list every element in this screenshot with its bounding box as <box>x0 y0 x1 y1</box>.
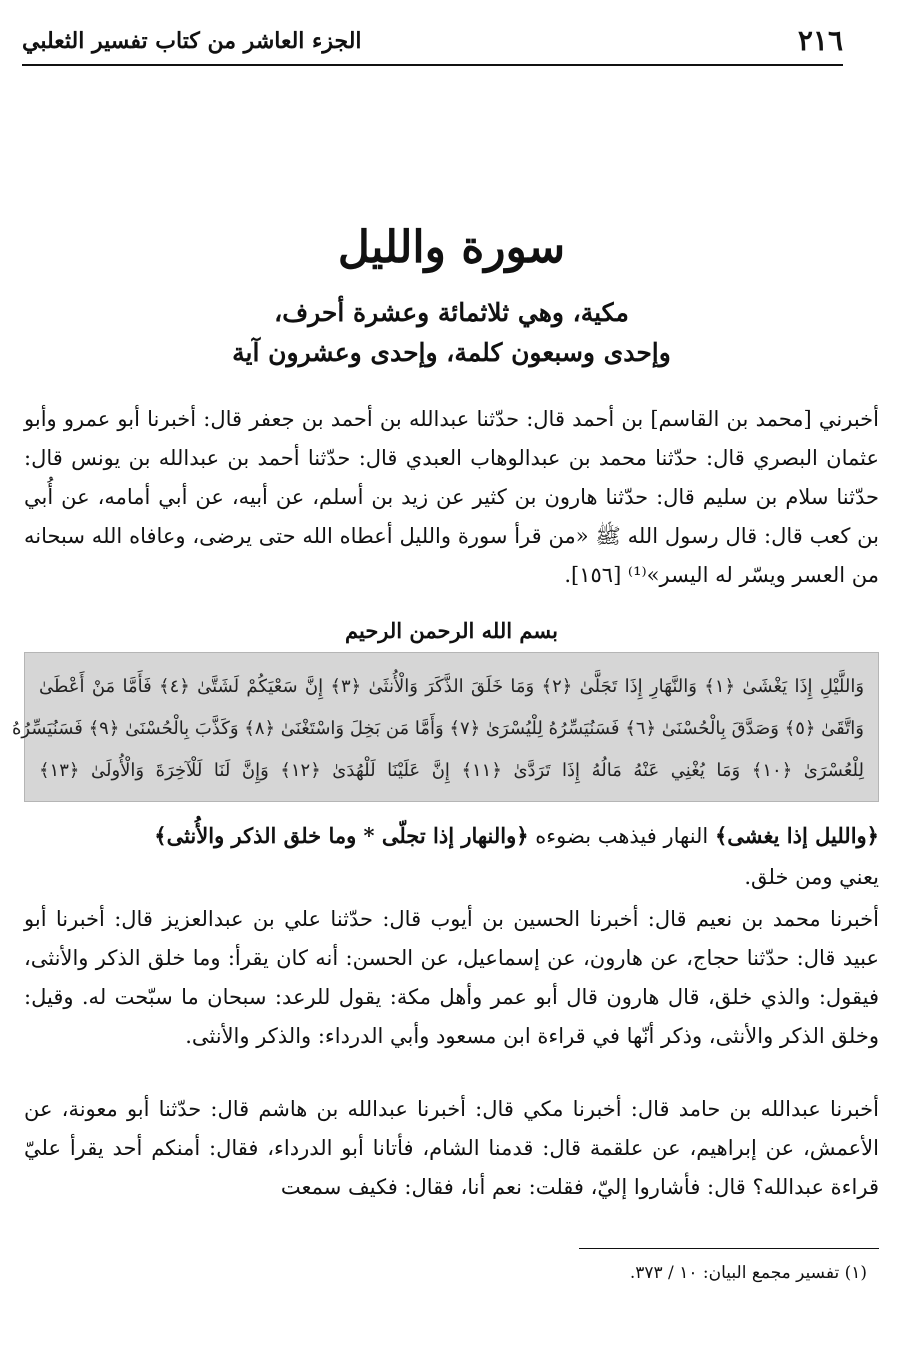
footnote-divider <box>579 1248 879 1249</box>
verse-quote: ﴿والليل إذا يغشى﴾ <box>714 823 879 848</box>
surah-subtitle-1: مكية، وهي ثلاثمائة وعشرة أحرف، <box>274 298 629 327</box>
quran-line: وَاتَّقَىٰ ﴿٥﴾ وَصَدَّقَ بِالْحُسْنَىٰ ﴿٦﴾ فَسَنُيَسِّرُهُ لِلْيُسْرَىٰ ﴿٧﴾ وَأَمَّا مَن بَخِلَ وَاسْتَغْنَىٰ ﴿٨﴾ وَكَذَّبَ بِالْحُسْنَىٰ ﴿٩﴾ فَسَنُيَسِّرُهُ <box>11 718 864 739</box>
surah-subtitle-2: وإحدى وسبعون كلمة، وإحدى وعشرون آية <box>232 338 671 367</box>
verse-comment-line: يعني ومن خلق. <box>744 865 879 889</box>
quran-verses-box <box>11 652 879 802</box>
page-number: ٢١٦ <box>797 24 843 57</box>
isnad-paragraph: أخبرني [محمد بن القاسم] بن أحمد قال: حدّثنا عبدالله بن أحمد بن جعفر قال: أخبرنا أبو عمرو وأبو عثمان البصري قال: حدّثنا محمد بن عبدالوهاب العبدي قال: حدّثنا أحمد بن عبدالله بن يونس قال: حدّثنا سلام بن سليم قال: حدّثنا هارون بن كثير عن زيد بن أسلم، عن أبيه، عن أبي أمامه، عن أُبي بن كعب قال: قال رسول الله ﷺ «من قرأ سورة والليل أعطاه الله حتى يرضى، وعافاه الله سبحانه من العسر ويسّر له اليسر»⁽¹⁾ [١٥٦]. <box>24 407 879 587</box>
running-title: الجزء العاشر من كتاب تفسير الثعلبي <box>22 28 362 54</box>
surah-title: سورة والليل <box>337 222 566 273</box>
verse-quote: ﴿والنهار إذا تجلّى * وما خلق الذكر والأُنثى﴾ <box>154 823 529 848</box>
quran-line: وَاللَّيْلِ إِذَا يَغْشَىٰ ﴿١﴾ وَالنَّهَارِ إِذَا تَجَلَّىٰ ﴿٢﴾ وَمَا خَلَقَ الذَّكَرَ وَالْأُنثَىٰ ﴿٣﴾ إِنَّ سَعْيَكُمْ لَشَتَّىٰ ﴿٤﴾ فَأَمَّا مَنْ أَعْطَىٰ <box>39 676 865 697</box>
page-header <box>22 18 843 68</box>
verse-commentary-line <box>24 818 879 854</box>
basmala: بسم الله الرحمن الرحيم <box>345 618 558 643</box>
footnote: (١) تفسير مجمع البيان: ١٠ / ٣٧٣. <box>629 1263 867 1283</box>
narration-paragraph: أخبرنا محمد بن نعيم قال: أخبرنا الحسين بن أيوب قال: حدّثنا علي بن عبدالعزيز قال: أخبرنا أبو عبيد قال: حدّثنا حجاج، عن هارون، عن إسماعيل، عن الحسن: أنه كان يقرأ: وما خلق الذكر والأنثى، فيقول: والذي خلق، قال هارون قال أبو عمر وأهل مكة: يقول للرعد: سبحان ما سبّحت له. وقيل: وخلق الذكر والأنثى، وذكر أنّها في قراءة ابن مسعود وأبي الدرداء: والذكر والأنثى. <box>24 907 879 1048</box>
verse-comment: النهار فيذهب بضوءه <box>528 824 715 848</box>
narration-paragraph: أخبرنا عبدالله بن حامد قال: أخبرنا مكي قال: أخبرنا عبدالله بن هاشم قال: حدّثنا أبو معونة، عن الأعمش، عن إبراهيم، عن علقمة قال: قدمنا الشام، فأتانا أبو الدرداء، فقال: أمنكم أحد يقرأ عليّ قراءة عبدالله؟ قال: فأشاروا إليّ، فقلت: نعم أنا، فقال: فكيف سمعت <box>24 1097 879 1199</box>
quran-line: لِلْعُسْرَىٰ ﴿١٠﴾ وَمَا يُغْنِي عَنْهُ مَالُهُ إِذَا تَرَدَّىٰ ﴿١١﴾ إِنَّ عَلَيْنَا لَلْهُدَىٰ ﴿١٢﴾ وَإِنَّ لَنَا لَلْآخِرَةَ وَالْأُولَىٰ ﴿١٣﴾ <box>39 760 864 781</box>
header-divider <box>22 64 843 66</box>
